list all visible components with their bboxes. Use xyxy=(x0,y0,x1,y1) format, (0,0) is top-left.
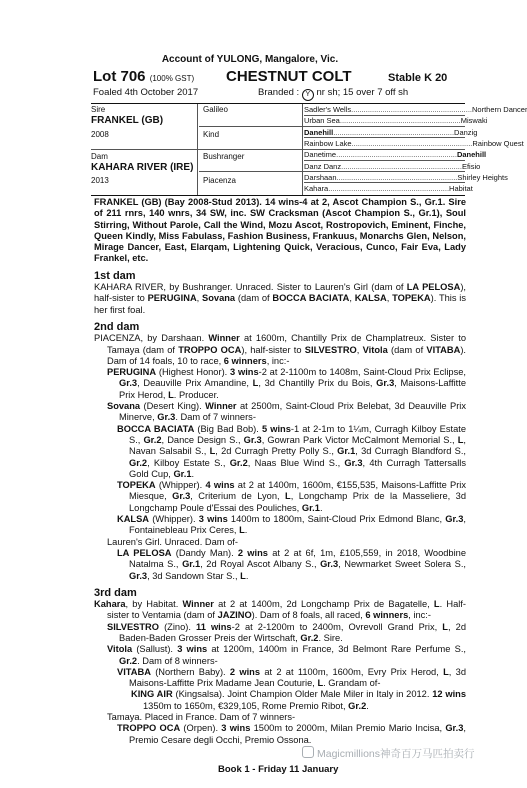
body-text: -2 at 2-1100m to 1408m, Saint-Cloud Prix Eclipse, xyxy=(258,367,466,378)
highlight-text: 6 winners xyxy=(223,355,267,366)
dam-label: Dam xyxy=(91,152,108,161)
body-text: ). Dam of 8 foals, all raced, xyxy=(251,610,366,621)
highlight-text: Sovana xyxy=(202,293,236,304)
dam2-heading: 2nd dam xyxy=(94,320,140,333)
highlight-text: L xyxy=(442,621,448,632)
body-text: , 3d Maisons-Laffitte Prix Madame Jean Couturie, xyxy=(129,666,466,689)
body-text: , Newmarket Sweet Solera S., xyxy=(338,559,466,570)
produce-record xyxy=(94,401,466,424)
highlight-text: TROPPO OCA xyxy=(178,344,242,355)
dam-year: 2013 xyxy=(91,176,109,185)
highlight-text: TOPEKA xyxy=(117,480,156,491)
body-text: PIACENZA, by Darshaan. xyxy=(94,333,209,344)
produce-record xyxy=(94,537,466,548)
grandparent-name: Urban Sea xyxy=(304,116,340,126)
body-text: Tamaya. Placed in France. Dam of 7 winners- xyxy=(107,712,296,723)
body-text: , 2d Royal Ascot Albany S., xyxy=(200,559,321,570)
highlight-text: Vitola xyxy=(362,344,388,355)
grandparent-row xyxy=(304,105,527,115)
grandparent-row xyxy=(304,116,488,126)
body-text: (Northern Baby). xyxy=(150,666,230,677)
leader-dots: .......................................................... xyxy=(341,161,462,171)
body-text: ). This is her first foal. xyxy=(94,293,466,315)
highlight-text: LA PELOSA xyxy=(117,547,172,558)
produce-record xyxy=(94,548,466,582)
vendor-account: Account of YULONG, Mangalore, Vic. xyxy=(161,54,339,65)
body-text: (Orpen). xyxy=(180,723,222,734)
body-text: , xyxy=(349,293,355,304)
body-text: , 3d Sandown Star S., xyxy=(147,570,241,581)
highlight-text: JAZINO xyxy=(217,610,252,621)
sire-label: Sire xyxy=(91,105,106,114)
highlight-text: Gr.3 xyxy=(445,723,464,734)
body-text: . Dam of 8 winners- xyxy=(137,655,218,666)
watermark-text: Magicmillions神奇百万马匹拍卖行 xyxy=(317,748,475,760)
highlight-text: Vitola xyxy=(107,644,133,655)
foaled-date: Foaled 4th October 2017 xyxy=(93,87,199,98)
body-text: at 2500m, Saint-Cloud Prix Belebat, 3d Deauville Prix Minerve, xyxy=(119,401,466,423)
leader-dots: .......................................................... xyxy=(328,184,450,194)
body-text: ), half-sister to xyxy=(94,282,466,304)
body-text: , Longchamp Prix de la Masseliere, 3d Longchamp Poule d'Essai des Pouliches, xyxy=(129,491,466,513)
body-text: at 2 at 1400m, 2d Longchamp Prix de Bagatelle, xyxy=(213,599,434,610)
leader-dots: .......................................................... xyxy=(336,150,457,160)
leader-dots: .......................................................... xyxy=(351,138,473,148)
highlight-text: Gr.2 xyxy=(229,457,248,468)
highlight-text: Winner xyxy=(208,333,240,344)
produce-record xyxy=(94,622,466,645)
stable-location: Stable K 20 xyxy=(388,72,448,84)
pedigree-table xyxy=(91,103,527,196)
great-grandparent-name: Danzig xyxy=(454,127,478,137)
highlight-text: Gr.3 xyxy=(243,434,262,445)
leader-dots: .......................................................... xyxy=(336,172,458,182)
highlight-text: Sovana xyxy=(107,401,141,412)
body-text: (Zino). xyxy=(159,621,197,632)
pedigree-divider xyxy=(302,104,303,195)
body-text: , xyxy=(196,293,203,304)
highlight-text: Gr.1 xyxy=(337,446,356,457)
highlight-text: L xyxy=(168,389,174,400)
dam3-section xyxy=(94,599,466,746)
body-text: . Grandam of- xyxy=(323,678,381,689)
sire-year: 2008 xyxy=(91,130,109,139)
grandparent-name: Kahara xyxy=(304,184,329,194)
grandparent-name: Danz Danz xyxy=(304,161,342,171)
highlight-text: 3 wins xyxy=(177,644,208,655)
highlight-text: KALSA xyxy=(354,293,387,304)
leader-dots: .......................................................... xyxy=(351,105,473,114)
highlight-text: VITABA xyxy=(117,666,151,677)
highlight-text: L xyxy=(209,446,216,457)
highlight-text: Gr.3 xyxy=(157,412,176,423)
produce-record xyxy=(94,333,466,367)
great-grandparent-name: Miswaki xyxy=(460,116,488,126)
body-text: , Deauville Prix Amandine, xyxy=(137,378,253,389)
body-text: (Whipper). xyxy=(155,480,206,491)
body-text: ), half-sister to xyxy=(241,344,305,355)
highlight-text: L xyxy=(317,678,324,689)
produce-record xyxy=(94,689,466,712)
grandparent-name: Rainbow Lake xyxy=(304,138,352,148)
great-grandparent-name: Rainbow Quest xyxy=(472,138,524,148)
highlight-text: L xyxy=(252,378,259,389)
highlight-text: Winner xyxy=(205,401,237,412)
highlight-text: Gr.1 xyxy=(182,559,201,570)
horse-sex-colour: CHESTNUT COLT xyxy=(226,68,352,85)
grandparent-name: Danehill xyxy=(304,127,334,137)
grandparent-name: Danetime xyxy=(304,150,337,160)
body-text: , 2d Baden-Baden Grosser Preis der Wirtschaft, xyxy=(119,621,466,643)
body-text: , 3d Chantilly Prix du Bois, xyxy=(258,378,377,389)
highlight-text: Winner xyxy=(182,599,214,610)
great-grandparent-name: Habitat xyxy=(449,184,473,194)
body-text: , 2d Curragh Pretty Polly S., xyxy=(215,446,338,457)
highlight-text: PERUGINA xyxy=(147,293,197,304)
highlight-text: TOPEKA xyxy=(392,293,431,304)
produce-record xyxy=(94,599,466,622)
grandparent-row xyxy=(304,184,473,194)
body-text: , Criterium de Lyon, xyxy=(190,491,286,502)
body-text: , Naas Blue Wind S., xyxy=(247,457,345,468)
great-grandparent-name: Northern Dancer xyxy=(472,105,527,114)
grandparent-name: Darshaan xyxy=(304,172,337,182)
body-text: , inc:- xyxy=(408,610,431,621)
brand-mark-icon: Y xyxy=(302,89,314,101)
leader-dots: .......................................................... xyxy=(333,127,455,137)
body-text: (Highest Honor). xyxy=(156,367,231,378)
catalogue-text xyxy=(94,197,466,746)
highlight-text: Gr.1 xyxy=(301,502,320,513)
highlight-text: Gr.3 xyxy=(376,378,395,389)
highlight-text: 12 wins xyxy=(432,689,467,700)
body-text: , xyxy=(356,344,363,355)
sire-sire: Galileo xyxy=(203,105,228,114)
produce-record xyxy=(94,723,466,746)
gst-note: (100% GST) xyxy=(149,74,195,83)
body-text: , Premio Cesare degli Occhi, Premio Ossona. xyxy=(129,723,467,745)
highlight-text: Gr.3 xyxy=(119,378,138,389)
sire-summary: FRANKEL (GB) (Bay 2008-Stud 2013). 14 wins-4 at 2, Ascot Champion S., Gr.1. Sire of 211 rnrs, 140 wnrs, 34 SW, inc. SW Cracksman (Ascot Champion S., Gr.1), Soul Stirring, Without Parole, Call the Wind, Mozu Ascot, Rostropovich, Eminent, Finche, Queen Kindly, Miss Fabulass, Fashion Business, Frankuus, Monarchs Glen, Nelson, Mirage Dancer, East, Elarqam, Lightening Quick, Veracious, Cunco, Fair Eva, Lady Frankel, etc. xyxy=(94,197,466,264)
dam-name: KAHARA RIVER (IRE) xyxy=(91,162,194,173)
body-text: 1350m to 1650m, €329,105, Rome Premio Ribot, xyxy=(143,700,349,711)
grandparent-row xyxy=(304,161,481,172)
body-text: (Sallust). xyxy=(132,644,178,655)
highlight-text: PERUGINA xyxy=(107,367,157,378)
body-text: 1400m to 1800m, Saint-Cloud Prix Edmond Blanc, xyxy=(227,514,446,525)
great-grandparent-name: Shirley Heights xyxy=(457,172,508,182)
highlight-text: 6 winners xyxy=(365,610,409,621)
highlight-text: Gr.3 xyxy=(445,514,464,525)
grandparent-name: Sadler's Wells xyxy=(304,105,352,114)
dam-sire: Bushranger xyxy=(203,152,245,161)
highlight-text: BOCCA BACIATA xyxy=(272,293,350,304)
body-text: , Kilboy Estate S., xyxy=(147,457,230,468)
grandparent-row xyxy=(304,172,508,183)
body-text: (dam of xyxy=(235,293,273,304)
highlight-text: L xyxy=(239,525,245,536)
body-text: , 3d Curragh Blandford S., xyxy=(355,446,466,457)
body-text: . xyxy=(191,468,195,479)
body-text: . Producer. xyxy=(173,389,219,400)
body-text: . xyxy=(244,525,248,536)
body-text: KAHARA RIVER, by Bushranger. Unraced. Sister to Lauren's Girl (dam of xyxy=(94,282,407,293)
produce-record xyxy=(94,514,466,537)
highlight-text: Gr.2 xyxy=(348,700,367,711)
highlight-text: SILVESTRO xyxy=(107,621,159,632)
highlight-text: L xyxy=(240,570,246,581)
highlight-text: Gr.3 xyxy=(172,491,191,502)
highlight-text: Gr.3 xyxy=(129,570,148,581)
highlight-text: L xyxy=(433,599,440,610)
highlight-text: 5 wins xyxy=(261,423,291,434)
highlight-text: Gr.2 xyxy=(300,632,319,643)
produce-record xyxy=(94,424,466,480)
lot-number xyxy=(93,68,194,85)
highlight-text: KALSA xyxy=(117,514,150,525)
highlight-text: Gr.2 xyxy=(119,655,138,666)
body-text: (Desert King). xyxy=(140,401,206,412)
body-text: (Big Bad Bob). xyxy=(194,423,262,434)
body-text: at 2 at 6f, 1m, £105,559, in 2018, Woodbine Natalma S., xyxy=(129,547,467,570)
body-text: at 1200m, 1400m in France, 3d Belmont Rare Perfume S., xyxy=(207,644,466,655)
highlight-text: Gr.1 xyxy=(173,468,192,479)
dam1-heading: 1st dam xyxy=(94,269,136,282)
body-text: (Kingsalsa). Joint Champion Older Male Miler in Italy in 2012. xyxy=(172,689,433,700)
body-text: . Sire. xyxy=(318,632,343,643)
grandparent-row xyxy=(304,138,524,149)
highlight-text: 4 wins xyxy=(205,480,235,491)
highlight-text: 11 wins xyxy=(196,621,232,632)
highlight-text: Kahara xyxy=(94,599,126,610)
body-text: . xyxy=(245,570,249,581)
branded-label: Branded : xyxy=(258,87,300,98)
body-text: at 2 at 1400m, 1600m, €155,535, Maisons-Laffitte Prix Miesque, xyxy=(129,480,467,502)
body-text: at 2 at 1100m, 1600m, Evry Prix Herod, xyxy=(260,666,444,677)
dam1-paragraph xyxy=(94,282,466,316)
highlight-text: 3 wins xyxy=(221,723,251,734)
highlight-text: L xyxy=(285,491,291,502)
highlight-text: SILVESTRO xyxy=(304,344,357,355)
body-text: , Dance Design S., xyxy=(161,434,244,445)
dam3-heading: 3rd dam xyxy=(94,586,137,599)
body-text: -2 at 2-1200m to 2400m, Ovrevoll Grand Prix, xyxy=(231,621,443,632)
produce-record xyxy=(94,667,466,690)
watermark xyxy=(302,746,475,761)
body-text: , Gowran Park Victor McCalmont Memorial S., xyxy=(261,434,458,445)
produce-record xyxy=(94,644,466,667)
body-text: (Whipper). xyxy=(149,514,199,525)
highlight-text: 2 wins xyxy=(229,666,261,677)
sire-dam: Kind xyxy=(203,130,220,139)
grandparent-row xyxy=(304,127,478,138)
body-text: , Fontainebleau Prix Ceres, xyxy=(129,514,466,536)
grandparent-row xyxy=(304,150,487,160)
produce-record xyxy=(94,712,466,723)
body-text: . Dam of 7 winners- xyxy=(175,412,256,423)
produce-record xyxy=(94,367,466,401)
body-text: 1500m to 2000m, Milan Premio Mario Incisa, xyxy=(250,723,446,734)
highlight-text: Gr.3 xyxy=(320,559,339,570)
page-footer: Book 1 - Friday 11 January xyxy=(218,764,339,775)
branded-text: nr sh; 15 over 7 off sh xyxy=(316,87,409,98)
great-grandparent-name: Efisio xyxy=(461,161,481,171)
wechat-icon xyxy=(302,746,314,758)
body-text: , inc:- xyxy=(266,355,290,366)
produce-record xyxy=(94,480,466,514)
sire-name: FRANKEL (GB) xyxy=(91,115,164,126)
body-text: , xyxy=(386,293,393,304)
highlight-text: BOCCA BACIATA xyxy=(117,423,195,434)
pedigree-divider xyxy=(197,104,198,195)
body-text: (dam of xyxy=(387,344,427,355)
body-text: . xyxy=(319,502,323,513)
brand-info xyxy=(258,87,408,101)
highlight-text: LA PELOSA xyxy=(406,282,461,293)
highlight-text: 2 wins xyxy=(237,547,268,558)
body-text: . xyxy=(366,700,369,711)
body-text: . Half-sister to Ventamia (dam of xyxy=(107,599,466,621)
dam-dam: Piacenza xyxy=(203,176,236,185)
body-text: , by Habitat. xyxy=(125,599,183,610)
body-text: , Navan Salsabil S., xyxy=(129,434,466,457)
highlight-text: VITABA xyxy=(426,344,461,355)
highlight-text: L xyxy=(443,666,449,677)
highlight-text: KING AIR xyxy=(131,689,173,700)
body-text: ). Dam of 14 foals, 10 to race, xyxy=(107,344,467,366)
highlight-text: Gr.3 xyxy=(344,457,363,468)
dam2-section xyxy=(94,333,466,582)
body-text: -1 at 2-1m to 1¼m, Curragh Kilboy Estate S., xyxy=(129,423,467,445)
highlight-text: Gr.2 xyxy=(129,457,148,468)
body-text: Lauren's Girl. Unraced. Dam of- xyxy=(107,536,238,547)
body-text: at 1600m, Chantilly Prix de Champlatreux. Sister to Tamaya (dam of xyxy=(107,333,466,355)
leader-dots: .......................................................... xyxy=(339,116,461,126)
lot-label: Lot 706 xyxy=(93,68,146,85)
highlight-text: TROPPO OCA xyxy=(117,723,181,734)
body-text: (Dandy Man). xyxy=(171,547,238,558)
body-text: , Maisons-Laffitte Prix Herod, xyxy=(119,378,466,400)
highlight-text: Gr.2 xyxy=(143,434,162,445)
highlight-text: 3 wins xyxy=(230,367,259,378)
body-text: , 4th Curragh Tattersalls Gold Cup, xyxy=(129,457,467,479)
highlight-text: L xyxy=(457,434,464,445)
highlight-text: 3 wins xyxy=(198,514,228,525)
great-grandparent-name: Danehill xyxy=(456,150,487,160)
